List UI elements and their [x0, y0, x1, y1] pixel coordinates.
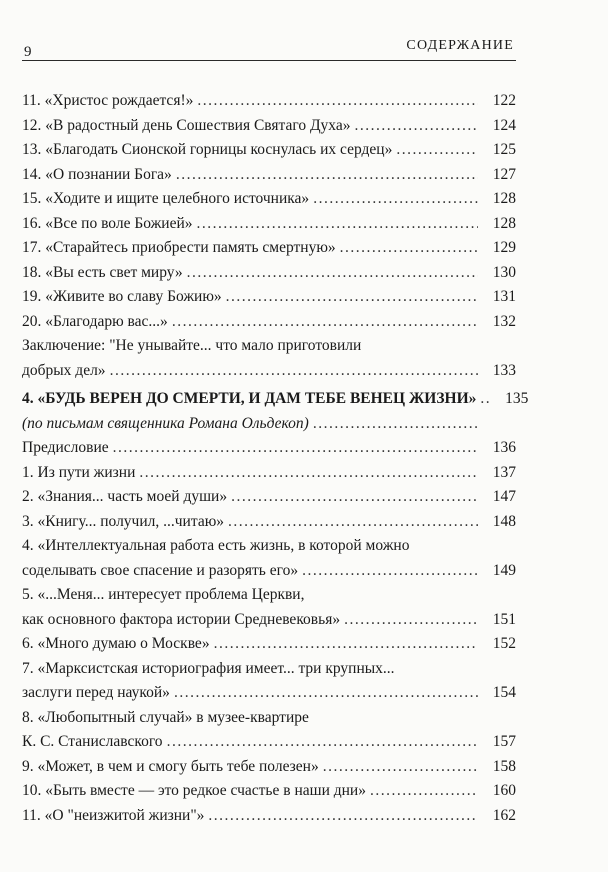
toc-entry-line [22, 586, 516, 611]
toc-entry-line [22, 562, 516, 587]
page-ref: 158 [492, 757, 516, 775]
toc-entry-line [22, 190, 516, 215]
page-ref: 130 [492, 263, 516, 281]
leader-dots [354, 117, 478, 135]
toc-entry [22, 464, 516, 489]
toc-entry-title: 3. «Книгу... получил, ...читаю» [22, 512, 225, 530]
toc-entry-title: добрых дел» [22, 361, 106, 379]
toc-entry-title: 20. «Благодарю вас...» [22, 312, 168, 330]
toc-entry-line [22, 807, 516, 832]
leader-dots [197, 92, 478, 110]
toc-entry [22, 709, 516, 758]
page-ref: 137 [492, 463, 516, 481]
toc-entry-line [22, 488, 516, 513]
toc-entry-line [22, 288, 516, 313]
page-ref: 154 [492, 684, 516, 701]
page-ref: 128 [492, 214, 516, 232]
toc-entry-line [22, 758, 516, 783]
toc-entry [22, 635, 516, 660]
toc-entry [22, 586, 516, 635]
leader-dots [139, 464, 478, 482]
running-head: СОДЕРЖАНИЕ [406, 38, 514, 53]
toc-entry-title: 8. «Любопытный случай» в музее-квартире [22, 708, 309, 726]
toc-entry-line [22, 635, 516, 660]
toc-entry [22, 313, 516, 338]
toc-entry-line [22, 660, 516, 685]
leader-dots [110, 362, 478, 380]
toc-entry-title: Предисловие [22, 439, 109, 456]
toc-entry-title: 14. «О познании Бога» [22, 165, 172, 183]
toc-entry [22, 117, 516, 142]
toc-part-4 [22, 390, 529, 831]
toc-entry [22, 537, 516, 586]
page-ref: 147 [492, 488, 516, 505]
toc-entry [22, 439, 516, 464]
toc-entry-line [22, 709, 516, 734]
toc-entry [22, 264, 516, 289]
leader-dots [176, 166, 478, 184]
leader-dots [113, 439, 478, 457]
page-ref: 131 [492, 288, 516, 305]
toc-entry-line [22, 684, 516, 709]
toc-entry-line [22, 313, 516, 338]
toc-entry-title: 17. «Старайтесь приобрести память смертную» [22, 239, 336, 256]
toc-entry-line [22, 337, 516, 362]
toc-entry-line [22, 215, 516, 240]
leader-dots [302, 562, 478, 580]
toc-entry-title: 2. «Знания... часть моей души» [22, 488, 228, 505]
toc-entry-title: 19. «Живите во славу Божию» [22, 288, 222, 305]
leader-dots [167, 733, 478, 751]
leader-dots [208, 807, 478, 825]
toc-entry-title: 1. Из пути жизни [22, 463, 136, 481]
toc-entry-title: Заключение: "Не унывайте... что мало приготовили [22, 337, 362, 354]
page-ref: 152 [492, 635, 516, 652]
page-ref: 135 [505, 390, 529, 407]
toc-entry-line [22, 141, 516, 166]
toc-entry-line [22, 362, 516, 387]
toc-part-4-entries [22, 439, 516, 831]
toc-entry [22, 166, 516, 191]
leader-dots [370, 782, 478, 800]
toc-entry [22, 288, 516, 313]
toc-entry-title: 10. «Быть вместе — это редкое счастье в наши дни» [22, 782, 366, 799]
page-ref: 124 [492, 116, 516, 134]
page-ref: 129 [492, 239, 516, 256]
leader-dots [174, 684, 478, 702]
toc-entry [22, 488, 516, 513]
toc-entry [22, 92, 516, 117]
toc-entry-line [22, 439, 516, 464]
toc-entry-title: 11. «Христос рождается!» [22, 92, 194, 109]
toc-entry-title: 4. «Интеллектуальная работа есть жизнь, в которой можно [22, 537, 410, 554]
toc-entry [22, 239, 516, 264]
toc-entry-line [22, 513, 516, 538]
toc-entry-title: заслуги перед наукой» [22, 684, 170, 701]
page-ref: 157 [492, 733, 516, 750]
page-ref: 128 [492, 190, 516, 207]
leader-dots [187, 264, 478, 282]
toc-entry-title: 6. «Много думаю о Москве» [22, 635, 210, 652]
leader-dots [313, 190, 478, 208]
page-ref: 151 [492, 610, 516, 628]
page-ref: 149 [492, 561, 516, 579]
toc-entry-line [22, 92, 516, 117]
leader-dots [214, 635, 478, 653]
page-ref: 136 [492, 439, 516, 456]
page-ref: 133 [492, 361, 516, 379]
page-ref: 122 [492, 92, 516, 109]
toc-entry-line [22, 166, 516, 191]
leader-dots [480, 390, 490, 408]
toc-entry-title: 16. «Все по воле Божией» [22, 214, 193, 232]
leader-dots [323, 758, 478, 776]
section-title: 4. «БУДЬ ВЕРЕН ДО СМЕРТИ, И ДАМ ТЕБЕ ВЕНЕЦ ЖИЗНИ» [22, 390, 477, 407]
toc-entry-title: 18. «Вы есть свет миру» [22, 263, 183, 281]
page-number: 9 [24, 44, 32, 60]
toc-entry-line [22, 782, 516, 807]
toc-entry-title: 7. «Марксистская историография имеет... три крупных... [22, 659, 395, 677]
leader-dots [231, 488, 478, 506]
toc-entry-title: 12. «В радостный день Сошествия Святаго Духа» [22, 116, 351, 134]
leader-dots [340, 239, 478, 257]
section-title-line [22, 390, 529, 415]
page-ref: 132 [492, 312, 516, 330]
toc-entry [22, 782, 516, 807]
toc-entry-line [22, 239, 516, 264]
leader-dots [313, 415, 478, 433]
toc-entry-title: соделывать свое спасение и разорять его» [22, 561, 299, 579]
leader-dots [344, 611, 478, 629]
toc-entry-line [22, 611, 516, 636]
toc-entry-title: К. С. Станиславского [22, 733, 163, 750]
toc-entry [22, 758, 516, 783]
header-rule [22, 60, 516, 61]
section-subtitle: (по письмам священника Романа Ольдекоп) [22, 414, 309, 432]
toc-entry-line [22, 537, 516, 562]
toc-entry [22, 190, 516, 215]
toc-entry-line [22, 733, 516, 758]
toc-entry-line [22, 464, 516, 489]
toc-entry [22, 337, 516, 386]
page-ref: 148 [492, 512, 516, 530]
toc-entry-title: 15. «Ходите и ищите целебного источника» [22, 190, 310, 207]
toc-entry-title: 11. «О "неизжитой жизни"» [22, 806, 205, 824]
toc-entry [22, 660, 516, 709]
leader-dots [396, 141, 478, 159]
page-ref: 160 [492, 782, 516, 799]
table-of-contents [22, 92, 529, 831]
toc-entry-title: 13. «Благодать Сионской горницы коснулась их сердец» [22, 141, 393, 158]
leader-dots [197, 215, 478, 233]
toc-entry-line [22, 264, 516, 289]
section-subtitle-line [22, 415, 516, 440]
leader-dots [172, 313, 478, 331]
toc-entry-title: 5. «...Меня... интересует проблема Церкви, [22, 586, 305, 603]
leader-dots [226, 288, 478, 306]
page-ref: 127 [492, 165, 516, 183]
toc-entry [22, 513, 516, 538]
toc-entry-title: как основного фактора истории Средневековья» [22, 610, 341, 628]
toc-entry [22, 141, 516, 166]
toc-entry [22, 807, 516, 832]
leader-dots [228, 513, 478, 531]
page-ref: 162 [492, 806, 516, 824]
toc-part-3 [22, 92, 516, 386]
toc-entry [22, 215, 516, 240]
page-ref: 125 [492, 141, 516, 158]
toc-entry-line [22, 117, 516, 142]
toc-entry-title: 9. «Может, в чем и смогу быть тебе полезен» [22, 757, 319, 775]
